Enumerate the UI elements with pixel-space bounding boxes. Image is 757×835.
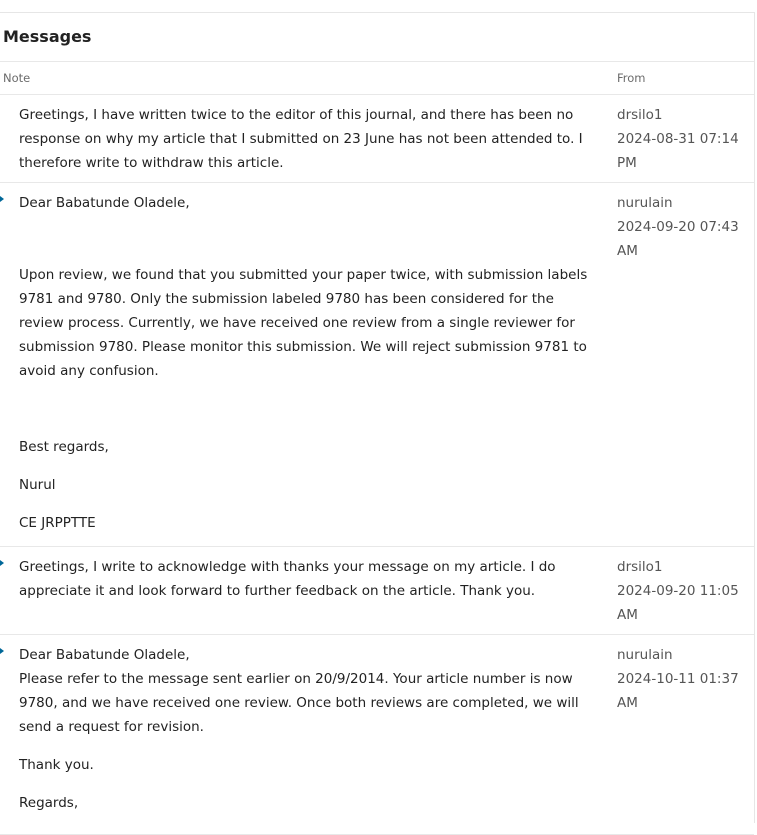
messages-panel: [0, 12, 755, 823]
message-from: [617, 643, 742, 715]
message-sender: drsilo1: [617, 107, 663, 123]
message-text: Greetings, I have written twice to the editor of this journal, and there has been no response on why my article that I submitted on 23 June has not been attended to. I therefore write to withdraw this article.: [19, 107, 583, 171]
message-row: [0, 95, 754, 183]
message-text: Best regards,: [19, 439, 109, 455]
message-text: Greetings, I write to acknowledge with thanks your message on my article. I do appreciate it and look forward to further feedback on the article. Thank you.: [19, 559, 556, 599]
message-date: 2024-09-20 07:43 AM: [617, 219, 739, 259]
message-sender: nurulain: [617, 647, 673, 663]
message-text: Nurul: [19, 477, 56, 493]
column-header-from: From: [617, 71, 646, 85]
column-header-note: Note: [3, 71, 31, 85]
message-text: Dear Babatunde Oladele,: [19, 195, 190, 211]
message-date: 2024-09-20 11:05 AM: [617, 583, 739, 623]
message-from: [617, 103, 742, 175]
message-from: [617, 191, 742, 263]
message-text: Regards,: [19, 795, 79, 811]
message-date: 2024-10-11 01:37 AM: [617, 671, 739, 711]
message-note: [19, 103, 591, 175]
expand-toggle-icon[interactable]: [0, 648, 4, 654]
expand-toggle-icon[interactable]: [0, 560, 4, 566]
message-note: [19, 643, 591, 815]
message-row: [0, 547, 754, 635]
message-text: Upon review, we found that you submitted your paper twice, with submission labels 9781 and 9780. Only the submission labeled 9780 has been considered for the review process. Currently, we have received one review from a single reviewer for submission 9780. Please monitor this submission. We will reject submission 9781 to avoid any confusion.: [19, 267, 588, 379]
panel-title: Messages: [0, 13, 754, 62]
message-date: 2024-08-31 07:14 PM: [617, 131, 739, 171]
expand-toggle-icon[interactable]: [0, 196, 4, 202]
message-from: [617, 555, 742, 627]
message-text: Dear Babatunde Oladele,: [19, 647, 190, 663]
message-note: [19, 191, 591, 535]
table-header: [0, 62, 754, 95]
message-sender: drsilo1: [617, 559, 663, 575]
message-text: Please refer to the message sent earlier on 20/9/2014. Your article number is now 9780, and we have received one review. Once both reviews are completed, we will send a request for revision.: [19, 671, 579, 735]
message-row: [0, 635, 754, 835]
message-row: [0, 183, 754, 547]
message-text: Thank you.: [19, 757, 94, 773]
message-note: [19, 555, 591, 603]
message-text: CE JRPPTTE: [19, 515, 96, 531]
message-sender: nurulain: [617, 195, 673, 211]
